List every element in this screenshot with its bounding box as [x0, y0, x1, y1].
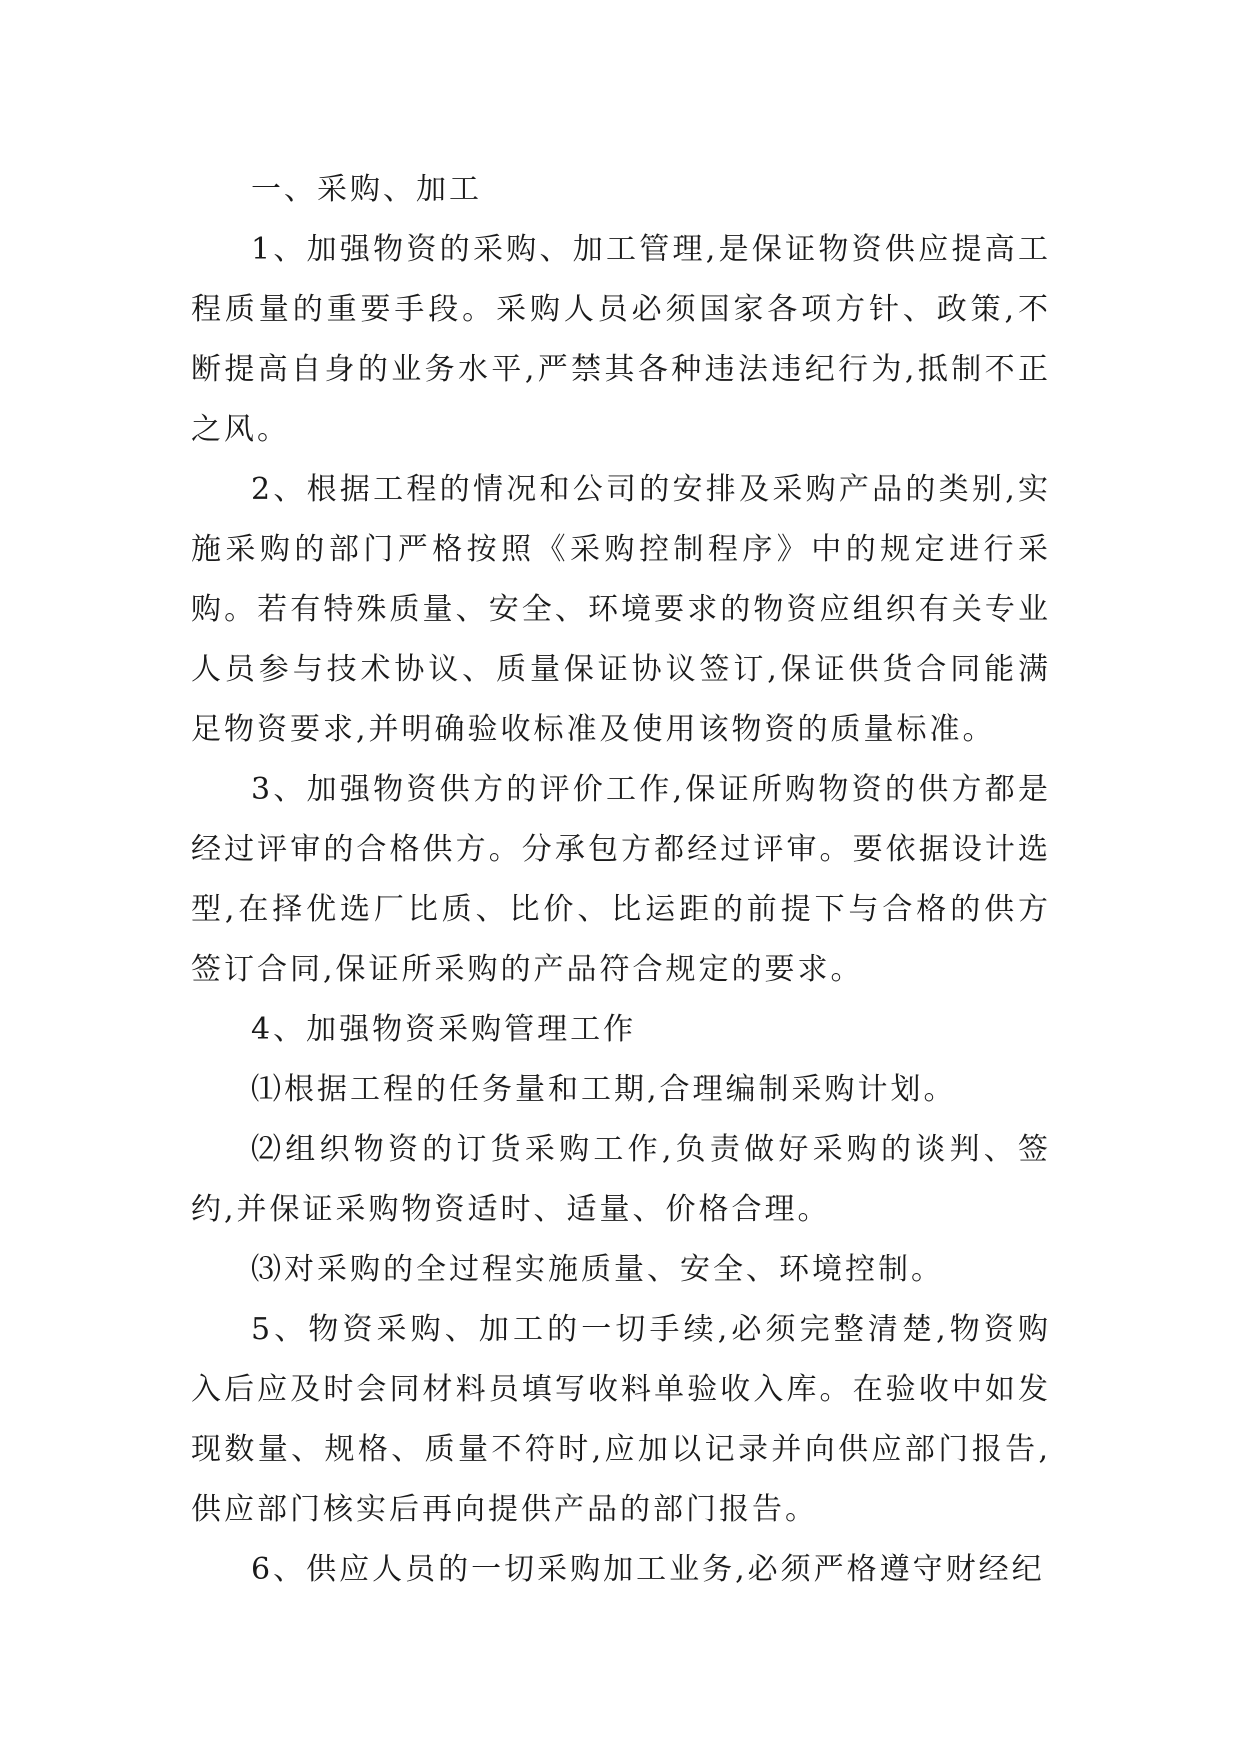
document-body	[191, 160, 1051, 1600]
section-heading: 一、采购、加工	[251, 172, 482, 207]
paragraph-5: 5、物资采购、加工的一切手续,必须完整清楚,物资购入后应及时会同材料员填写收料单验收入库。在验收中如发现数量、规格、质量不符时,应加以记录并向供应部门报告,供应部门核实后再向提供产品的部门报告。	[191, 1312, 1051, 1527]
paragraph-4-item-1: ⑴根据工程的任务量和工期,合理编制采购计划。	[251, 1072, 957, 1107]
paragraph-2: 2、根据工程的情况和公司的安排及采购产品的类别,实施采购的部门严格按照《采购控制程序》中的规定进行采购。若有特殊质量、安全、环境要求的物资应组织有关专业人员参与技术协议、质量保证协议签订,保证供货合同能满足物资要求,并明确验收标准及使用该物资的质量标准。	[191, 472, 1051, 747]
paragraph-4-item-3: ⑶对采购的全过程实施质量、安全、环境控制。	[251, 1252, 944, 1287]
paragraph-3: 3、加强物资供方的评价工作,保证所购物资的供方都是经过评审的合格供方。分承包方都经过评审。要依据设计选型,在择优选厂比质、比价、比运距的前提下与合格的供方签订合同,保证所采购的产品符合规定的要求。	[191, 772, 1051, 987]
paragraph-4: 4、加强物资采购管理工作	[251, 1012, 637, 1047]
paragraph-4-item-2: ⑵组织物资的订货采购工作,负责做好采购的谈判、签约,并保证采购物资适时、适量、价格合理。	[191, 1132, 1051, 1227]
paragraph-1: 1、加强物资的采购、加工管理,是保证物资供应提高工程质量的重要手段。采购人员必须国家各项方针、政策,不断提高自身的业务水平,严禁其各种违法违纪行为,抵制不正之风。	[191, 232, 1051, 447]
paragraph-6: 6、供应人员的一切采购加工业务,必须严格遵守财经纪	[251, 1552, 1045, 1587]
